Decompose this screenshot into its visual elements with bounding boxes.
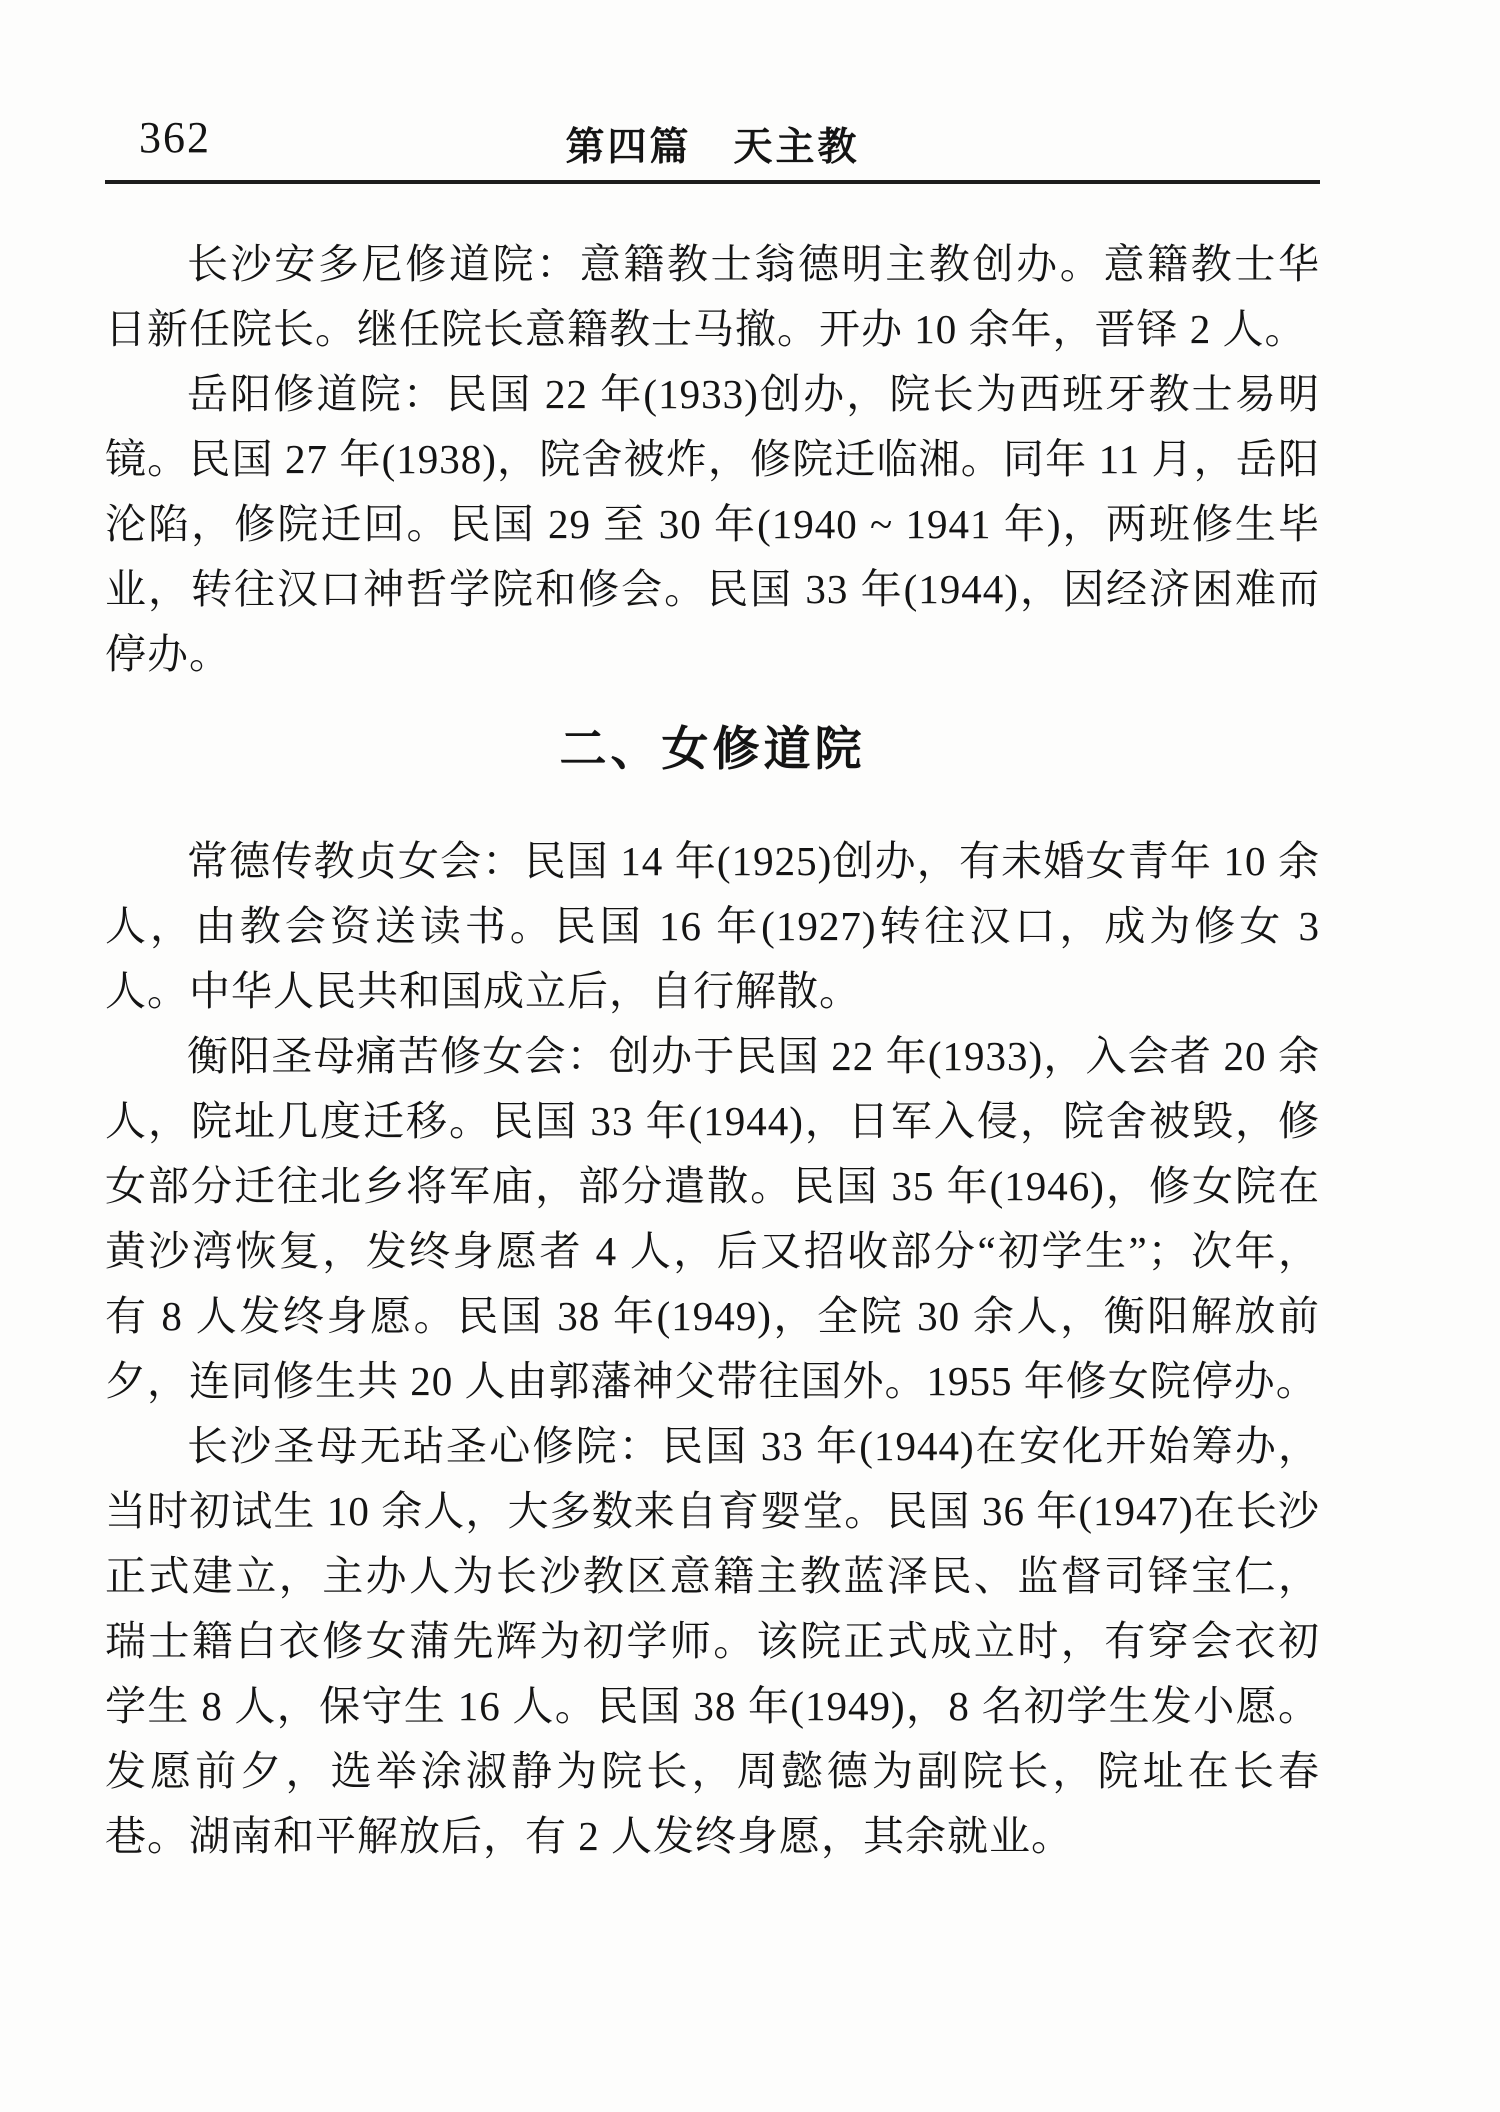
section-heading: 二、女修道院 bbox=[559, 724, 866, 776]
paragraph: 岳阳修道院：民国 22 年(1933)创办，院长为西班牙教士易明镜。民国 27 年(1938)，院舍被炸，修院迁临湘。同年 11 月，岳阳沦陷，修院迁回。民国 29 至 30 年(1940 ~ 1941 年)，两班修生毕业，转往汉口神哲学院和修会。民国 33 年(1944)，因经济困难而停办。 bbox=[105, 371, 1320, 677]
paragraph: 长沙圣母无玷圣心修院：民国 33 年(1944)在安化开始筹办，当时初试生 10 余人，大多数来自育婴堂。民国 36 年(1947)在长沙正式建立，主办人为长沙教区意籍主教蓝泽民、监督司铎宝仁，瑞士籍白衣修女蒲先辉为初学师。该院正式成立时，有穿会衣初学生 8 人，保守生 16 人。民国 38 年(1949)，8 名初学生发小愿。发愿前夕，选举涂淑静为院长，周懿德为副院长，院址在长春巷。湖南和平解放后，有 2 人发终身愿，其余就业。 bbox=[105, 1423, 1320, 1859]
body-text bbox=[105, 232, 1320, 1869]
page-number: 362 bbox=[139, 113, 211, 162]
running-head bbox=[105, 112, 1320, 170]
chapter-title: 第四篇 天主教 bbox=[565, 126, 860, 169]
page-content bbox=[105, 0, 1320, 1869]
paragraph: 常德传教贞女会：民国 14 年(1925)创办，有未婚女青年 10 余人，由教会资送读书。民国 16 年(1927)转往汉口，成为修女 3 人。中华人民共和国成立后，自行解散。 bbox=[105, 838, 1320, 1014]
paragraph: 衡阳圣母痛苦修女会：创办于民国 22 年(1933)，入会者 20 余人，院址几度迁移。民国 33 年(1944)，日军入侵，院舍被毁，修女部分迁往北乡将军庙，部分遣散。民国 35 年(1946)，修女院在黄沙湾恢复，发终身愿者 4 人，后又招收部分“初学生”；次年，有 8 人发终身愿。民国 38 年(1949)，全院 30 余人，衡阳解放前夕，连同修生共 20 人由郭藩神父带往国外。1955 年修女院停办。 bbox=[105, 1033, 1320, 1404]
header-rule bbox=[105, 180, 1320, 184]
paragraph: 长沙安多尼修道院：意籍教士翁德明主教创办。意籍教士华日新任院长。继任院长意籍教士马撤。开办 10 余年，晋铎 2 人。 bbox=[105, 241, 1320, 352]
